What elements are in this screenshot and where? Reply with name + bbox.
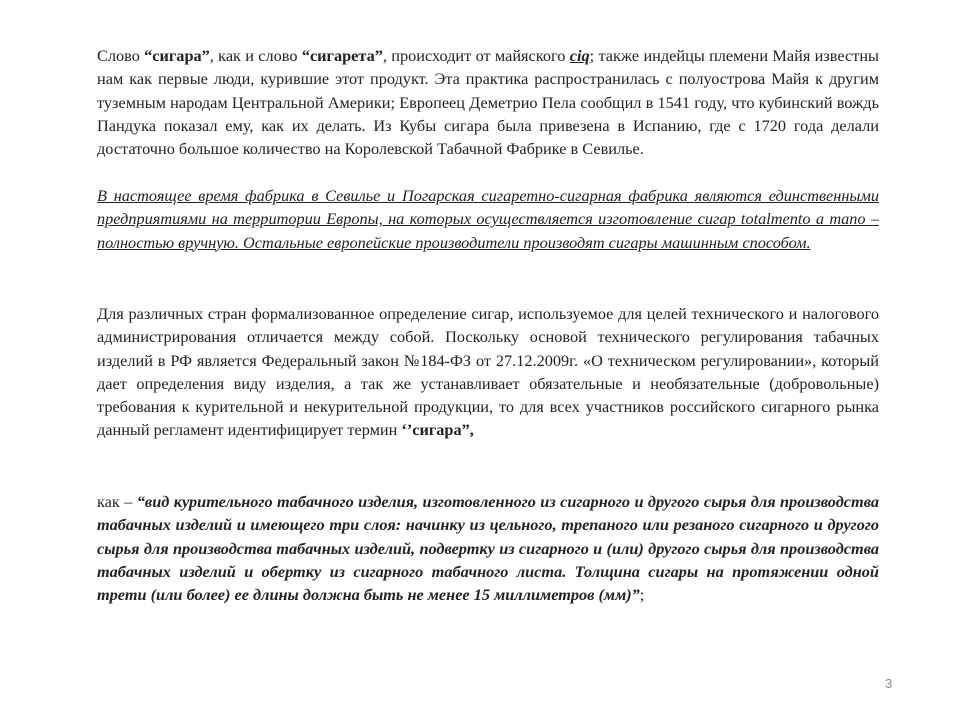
p2-text: В настоящее время фабрика в Севилье и Погарская сигаретно-сигарная фабрика являются единственными предприятиями на территории Европы, на которых осуществляется изготовление сигар totalmento a mano – полностью вручную. Остальные европейские производители производят сигары машинным способом. <box>97 186 879 252</box>
p1-term-ciq: ciq <box>569 46 590 65</box>
paragraph-cigar-origin <box>97 44 879 160</box>
p3-term-cigar: ‘’сигара”, <box>401 420 474 440</box>
p1-text-3: , происходит от майяского <box>382 46 570 65</box>
p4-text-1: как – <box>97 492 137 511</box>
p1-term-cigar: “сигара” <box>144 46 210 65</box>
p3-text-1: Для различных стран формализованное определение сигар, используемое для целей технического и налогового администрирования отличается между собой. Поскольку основой технического регулирования табачных изделий в РФ является Федеральный закон №184-ФЗ от 27.12.2009г. «О техническом регулировании», который дает определения виду изделия, а так же устанавливает обязательные и необязательные (добровольные) требования к курительной и некурительной продукции, то для всех участников российского сигарного рынка данный регламент идентифицирует термин <box>97 304 879 440</box>
paragraph-definition <box>97 490 879 606</box>
p1-text-1: Слово <box>97 46 145 65</box>
p1-term-cigarette: “сигарета” <box>301 46 383 65</box>
paragraph-european-factories <box>97 184 879 254</box>
page-number: 3 <box>885 676 893 691</box>
p4-text-2: ; <box>639 585 645 605</box>
p1-text-2: , как и слово <box>209 46 302 65</box>
p4-definition-quote: “вид курительного табачного изделия, изготовленного из сигарного и другого сырья для производства табачных изделий и имеющего три слоя: начинку из цельного, трепаного или резаного сигарного и другого сырья для производства табачных изделий, подвертку из сигарного и (или) другого сырья для производства табачных изделий и обертку из сигарного табачного листа. Толщина сигары на протяжении одной трети (или более) ее длины должна быть не менее 15 миллиметров (мм)” <box>97 492 879 605</box>
p1-text-4: ; также индейцы племени Майя известны нам как первые люди, курившие этот продукт. Эта практика распространилась с полуострова Майя к другим туземным народам Центральной Америки; Европеец Деметрио Пела сообщил в 1541 году, что кубинский вождь Пандука показал ему, как их делать. Из Кубы сигара была привезена в Испанию, где с 1720 года делали достаточно большое количество на Королевской Табачной Фабрике в Севилье. <box>97 46 879 159</box>
paragraph-regulation <box>97 302 879 442</box>
